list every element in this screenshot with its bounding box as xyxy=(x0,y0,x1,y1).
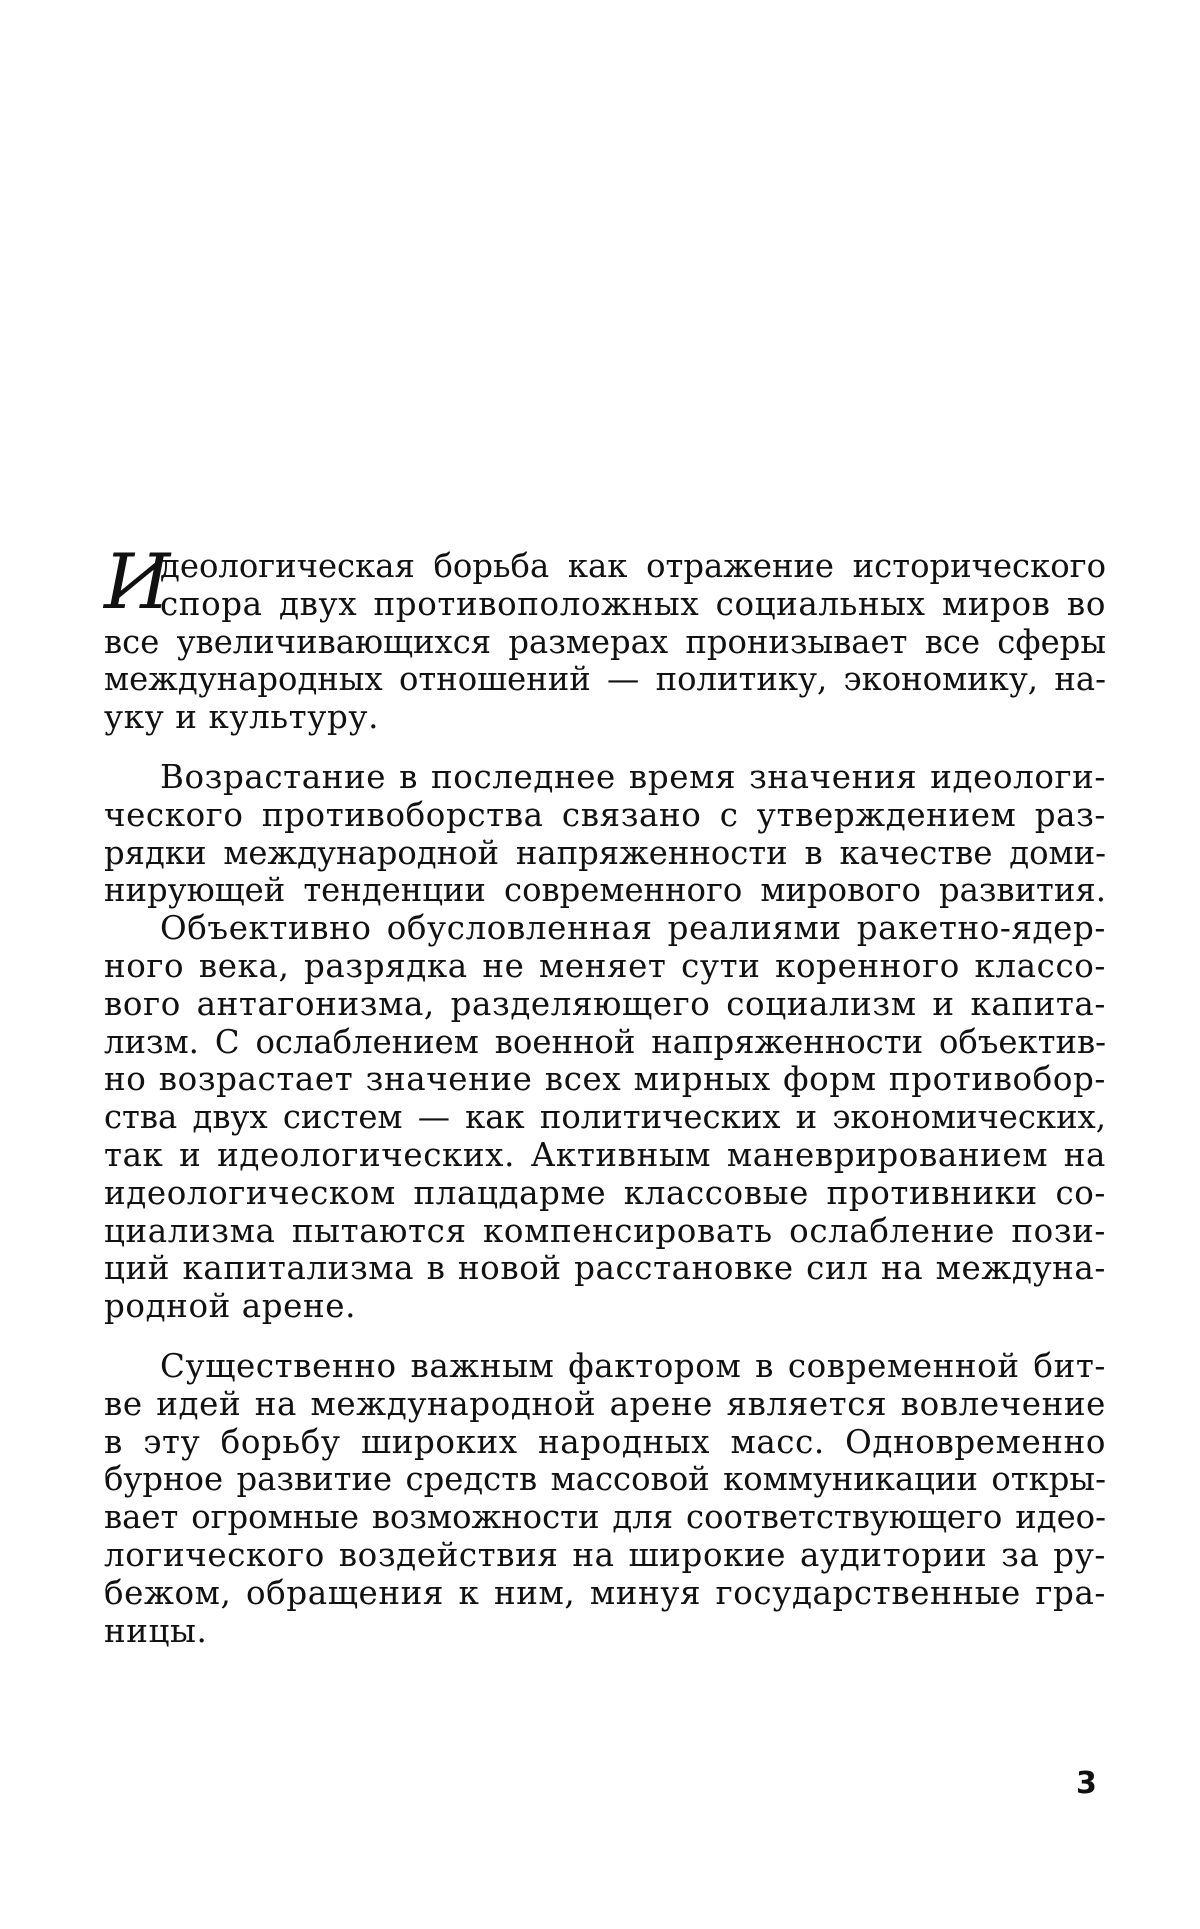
text-line: международных отношений — политику, экономику, на- xyxy=(104,660,1106,699)
paragraph-2 xyxy=(104,759,1106,910)
paragraph-4 xyxy=(104,1348,1106,1650)
text-line: ческого противоборства связано с утверждением раз- xyxy=(104,795,1106,834)
paragraph-3 xyxy=(104,910,1106,1326)
text-line: Существенно важным фактором в современной бит- xyxy=(160,1346,1106,1385)
text-line: родной арене. xyxy=(104,1287,357,1326)
text-line: уку и культуру. xyxy=(104,698,380,737)
text-line: ций капитализма в новой расстановке сил на междуна- xyxy=(104,1249,1106,1288)
text-line: рядки международной напряженности в качестве доми- xyxy=(104,833,1106,872)
text-line: бежом, обращения к ним, минуя государственные гра- xyxy=(104,1573,1106,1612)
text-line: ного века, разрядка не меняет сути коренного классо- xyxy=(104,946,1106,985)
drop-cap: И xyxy=(104,537,171,626)
body-text xyxy=(104,537,1106,1650)
page-number: 3 xyxy=(1076,1766,1097,1801)
text-line: но возрастает значение всех мирных форм противобор- xyxy=(104,1060,1106,1099)
text-line: лизм. С ослаблением военной напряженности объектив- xyxy=(104,1022,1106,1061)
text-line: все увеличивающихся размерах пронизывает все сферы xyxy=(104,622,1106,661)
text-line: ницы. xyxy=(104,1611,208,1650)
text-line: бурное развитие средств массовой коммуникации откры- xyxy=(104,1460,1106,1499)
text-line: ве идей на международной арене является вовлечение xyxy=(104,1384,1106,1423)
text-line: в эту борьбу широких народных масс. Одновременно xyxy=(104,1422,1106,1461)
text-line: так и идеологических. Активным маневрированием на xyxy=(104,1135,1106,1174)
text-line: логического воздействия на широкие аудитории за ру- xyxy=(104,1535,1106,1574)
text-line: деологическая борьба как отражение исторического xyxy=(160,547,1106,585)
text-line: вого антагонизма, разделяющего социализм и капита- xyxy=(104,984,1106,1023)
text-line: вает огромные возможности для соответствующего идео- xyxy=(104,1498,1106,1537)
text-line: спора двух противоположных социальных миров во xyxy=(160,584,1106,623)
text-line: нирующей тенденции современного мирового развития. xyxy=(104,871,1106,910)
text-line: ства двух систем — как политических и экономических, xyxy=(104,1098,1106,1137)
text-line: циализма пытаются компенсировать ослабление пози- xyxy=(104,1211,1106,1250)
paragraph-gap xyxy=(104,1326,1106,1348)
text-line: идеологическом плацдарме классовые противники со- xyxy=(104,1173,1106,1212)
paragraph-1 xyxy=(104,537,1106,737)
text-line: Возрастание в последнее время значения идеологи- xyxy=(160,757,1106,796)
paragraph-gap xyxy=(104,737,1106,759)
text-line: Объективно обусловленная реалиями ракетно-ядер- xyxy=(160,909,1106,948)
